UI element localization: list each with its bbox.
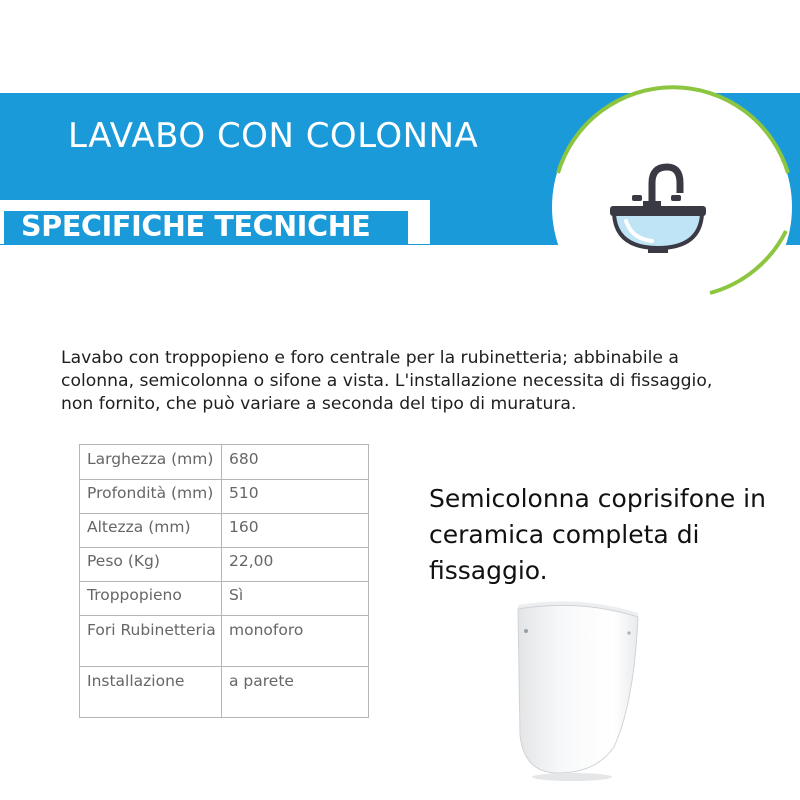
table-row xyxy=(80,667,369,718)
spec-value: 510 xyxy=(222,480,369,514)
table-row xyxy=(80,514,369,548)
spec-label: Peso (Kg) xyxy=(80,548,222,582)
spec-value: monoforo xyxy=(222,616,369,667)
specs-table xyxy=(79,444,369,718)
semi-pedestal-image xyxy=(510,595,650,790)
logo-badge xyxy=(540,55,800,295)
spec-value: 22,00 xyxy=(222,548,369,582)
table-row xyxy=(80,582,369,616)
spec-value: 160 xyxy=(222,514,369,548)
product-caption: Semicolonna coprisifone in ceramica completa di fissaggio. xyxy=(429,484,766,585)
spec-label: Larghezza (mm) xyxy=(80,445,222,480)
spec-value: Sì xyxy=(222,582,369,616)
table-row xyxy=(80,548,369,582)
table-row xyxy=(80,445,369,480)
table-row xyxy=(80,616,369,667)
table-row xyxy=(80,480,369,514)
page-title: LAVABO CON COLONNA xyxy=(68,116,479,156)
spec-label: Fori Rubinetteria xyxy=(80,616,222,667)
spec-label: Altezza (mm) xyxy=(80,514,222,548)
spec-label: Troppopieno xyxy=(80,582,222,616)
page-subtitle: SPECIFICHE TECNICHE xyxy=(21,210,371,243)
spec-label: Installazione xyxy=(80,667,222,718)
spec-value: 680 xyxy=(222,445,369,480)
product-description: Lavabo con troppopieno e foro centrale per la rubinetteria; abbinabile a colonna, semicolonna o sifone a vista. L'installazione necessita di fissaggio, non fornito, che può variare a seconda del tipo di muratura. xyxy=(61,348,713,414)
spec-label: Profondità (mm) xyxy=(80,480,222,514)
spec-value: a parete xyxy=(222,667,369,718)
